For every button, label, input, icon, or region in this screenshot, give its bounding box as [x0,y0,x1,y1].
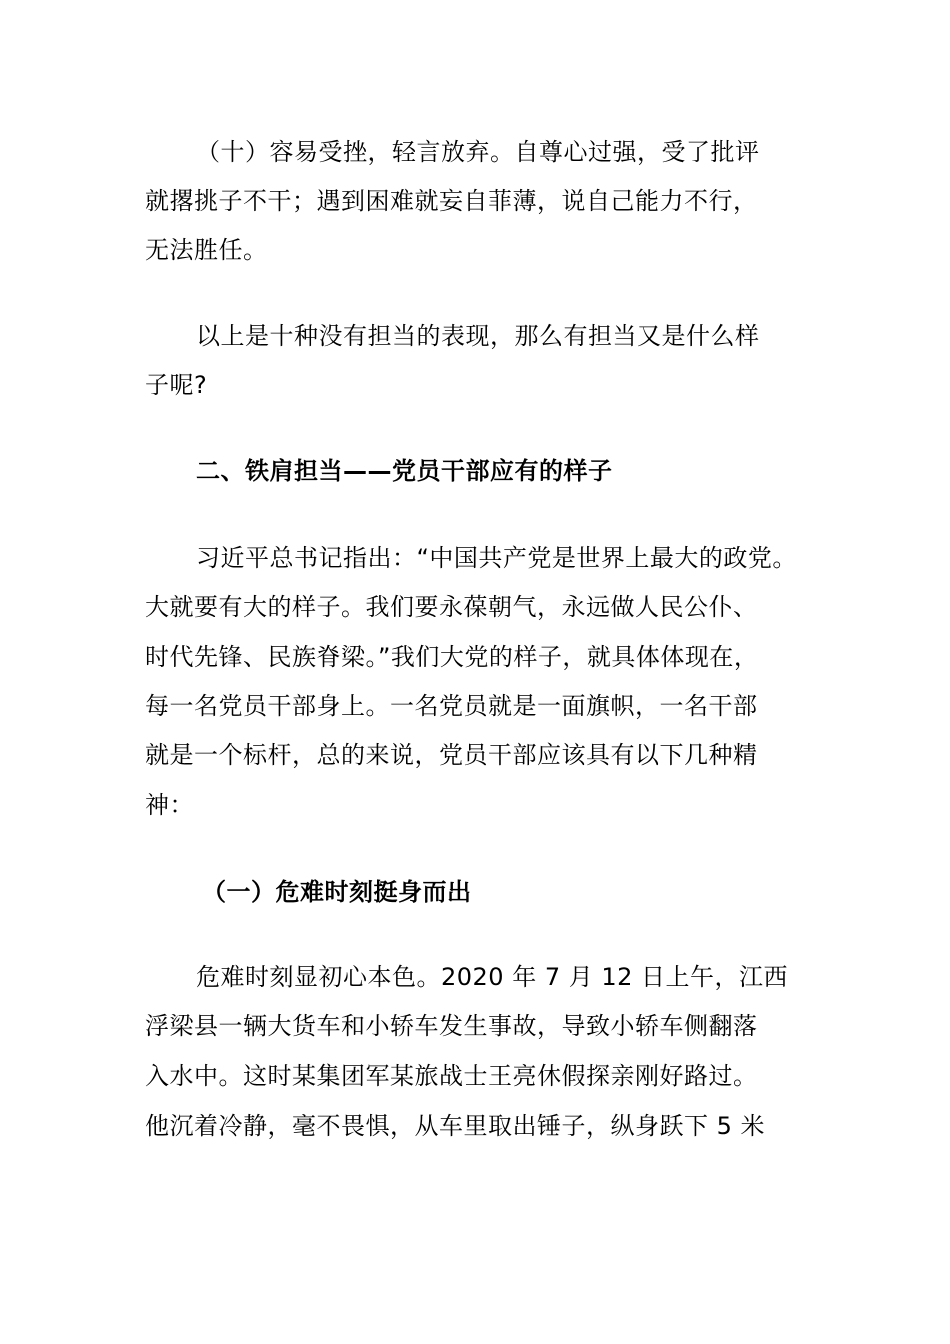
subsection-heading: （一）危难时刻挺身而出 [202,878,472,906]
paragraph-4-line-4: 他沉着冷静，毫不畏惧，从车里取出锤子，纵身跃下 5 米 [145,1112,766,1140]
paragraph-3-line-6: 神： [145,791,194,819]
paragraph-3-line-2: 大就要有大的样子。我们要永葆朝气，永远做人民公仆、 [145,593,758,621]
paragraph-4-line-2: 浮梁县一辆大货车和小轿车发生事故，导致小轿车侧翻落 [145,1012,758,1040]
paragraph-1-line-1: （十）容易受挫，轻言放弃。自尊心过强，受了批评 [196,138,760,166]
paragraph-2-line-1: 以上是十种没有担当的表现，那么有担当又是什么样 [196,322,760,350]
paragraph-1-line-3: 无法胜任。 [145,236,268,264]
paragraph-3-line-4: 每一名党员干部身上。一名党员就是一面旗帜，一名干部 [145,692,758,720]
paragraph-3-line-5: 就是一个标杆，总的来说，党员干部应该具有以下几种精 [145,741,758,769]
section-heading: 二、铁肩担当——党员干部应有的样子 [196,457,613,485]
paragraph-1-line-2: 就撂挑子不干；遇到困难就妄自菲薄，说自己能力不行， [145,187,758,215]
paragraph-4-line-1: 危难时刻显初心本色。2020 年 7 月 12 日上午，江西 [196,963,789,991]
paragraph-2-line-2: 子呢? [145,371,208,399]
paragraph-3-line-1: 习近平总书记指出：“中国共产党是世界上最大的政党。 [196,544,797,572]
paragraph-3-line-3: 时代先锋、民族脊梁。”我们大党的样子，就具体体现在， [145,643,759,671]
paragraph-4-line-3: 入水中。这时某集团军某旅战士王亮休假探亲刚好路过。 [145,1062,758,1090]
